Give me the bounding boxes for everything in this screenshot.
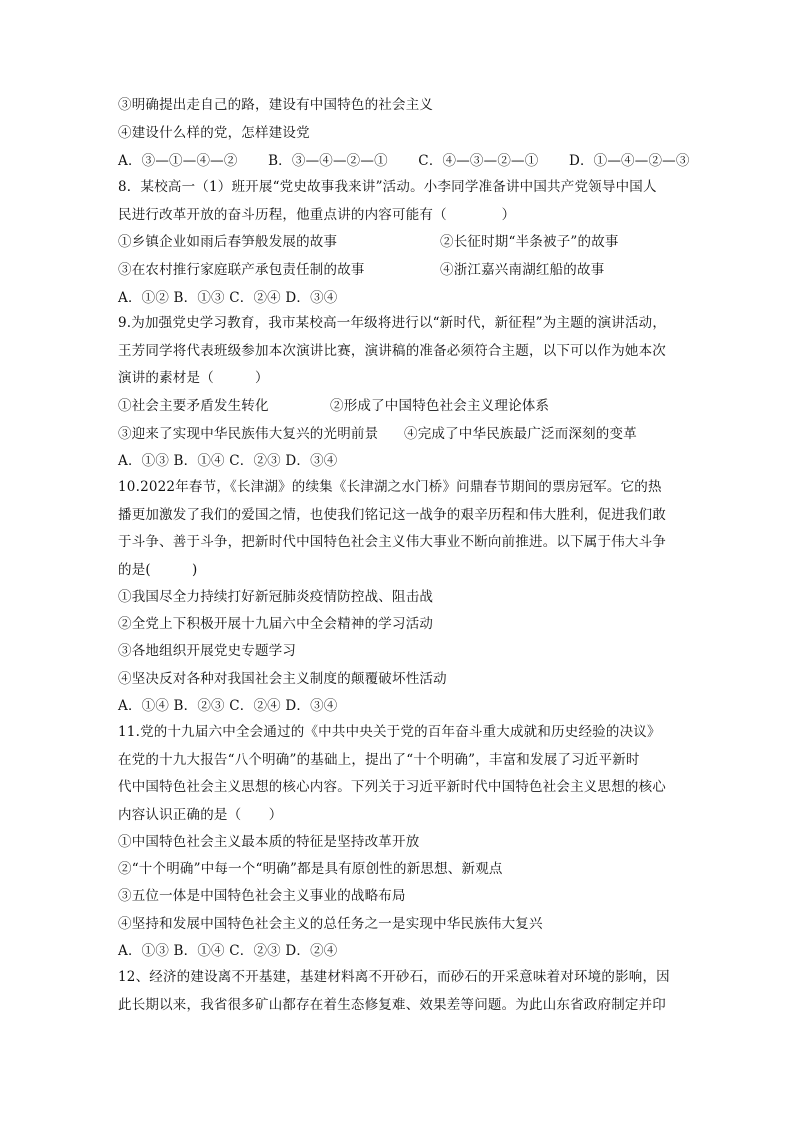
q9-item-4: ④完成了中华民族最广泛而深刻的变革 <box>404 426 637 442</box>
pre-choice-c: C．④—③—②—① <box>418 153 539 169</box>
q8-item-4: ④浙江嘉兴南湖红船的故事 <box>440 262 605 278</box>
q8-item-3: ③在农村推行家庭联产承包责任制的故事 <box>118 262 365 278</box>
pre-choice-d: D．①—④—②—③ <box>568 153 690 169</box>
q12-stem-line-2: 此长期以来，我省很多矿山都存在着生态修复难、效果差等问题。为此山东省政府制定并印 <box>118 997 666 1013</box>
q12-stem-line-1: 12、经济的建设离不开基建，基建材料离不开砂石，而砂石的开采意味着对环境的影响，因 <box>118 969 670 985</box>
q9-item-1: ①社会主要矛盾发生转化 <box>118 398 269 414</box>
q10-item-2: ②全党上下积极开展十九届六中全会精神的学习活动 <box>118 616 434 632</box>
pre-choice-a: A．③—①—④—② <box>118 153 238 169</box>
q10-stem-line-3: 于斗争、善于斗争，把新时代中国特色社会主义伟大事业不断向前推进。以下属于伟大斗争 <box>118 534 666 550</box>
q10-stem-line-1: 10.2022年春节，《长津湖》的续集《长津湖之水门桥》问鼎春节期间的票房冠军。它的热 <box>118 479 662 495</box>
q11-stem-line-2: 在党的十九大报告“八个明确”的基础上，提出了“十个明确”，丰富和发展了习近平新时 <box>118 752 640 768</box>
pre-item-3: ③明确提出走自己的路，建设有中国特色的社会主义 <box>118 97 434 113</box>
q9-stem-line-3: 演讲的素材是（ ） <box>118 370 269 386</box>
q11-stem-line-1: 11.党的十九届六中全会通过的《中共中央关于党的百年奋斗重大成就和历史经验的决议》 <box>118 724 661 740</box>
q10-stem-line-4: 的是( ) <box>118 562 198 578</box>
q11-item-1: ①中国特色社会主义最本质的特征是坚持改革开放 <box>118 834 420 850</box>
q9-stem-line-1: 9.为加强党史学习教育，我市某校高一年级将进行以“新时代，新征程”为主题的演讲活动， <box>118 315 667 331</box>
q11-choices: A．①③ B．①④ C．②③ D．②④ <box>118 943 338 959</box>
q9-item-3: ③迎来了实现中华民族伟大复兴的光明前景 <box>118 426 379 442</box>
q10-choices: A．①④ B．②③ C．②④ D．③④ <box>118 698 338 714</box>
q8-stem-line-2: 民进行改革开放的奋斗历程，他重点讲的内容可能有（ ） <box>118 207 516 223</box>
q8-item-1: ①乡镇企业如雨后春笋般发展的故事 <box>118 234 338 250</box>
q9-stem-line-2: 王芳同学将代表班级参加本次演讲比赛，演讲稿的准备必须符合主题，以下可以作为她本次 <box>118 343 666 359</box>
q11-stem-line-4: 内容认识正确的是（ ） <box>118 807 283 823</box>
q9-choices: A．①③ B．①④ C．②③ D．③④ <box>118 453 338 469</box>
pre-choice-b: B．③—④—②—① <box>268 153 388 169</box>
pre-item-4: ④建设什么样的党，怎样建设党 <box>118 125 310 141</box>
q11-item-2: ②“十个明确”中每一个“明确”都是具有原创性的新思想、新观点 <box>118 861 503 877</box>
q8-choices: A．①② B．①③ C．②④ D．③④ <box>118 290 338 306</box>
q10-stem-line-2: 播更加激发了我们的爱国之情，也使我们铭记这一战争的艰辛历程和伟大胜利，促进我们敢 <box>118 507 666 523</box>
q10-item-4: ④坚决反对各种对我国社会主义制度的颠覆破坏性活动 <box>118 671 447 687</box>
q11-item-4: ④坚持和发展中国特色社会主义的总任务之一是实现中华民族伟大复兴 <box>118 916 543 932</box>
q11-stem-line-3: 代中国特色社会主义思想的核心内容。下列关于习近平新时代中国特色社会主义思想的核心 <box>118 779 666 795</box>
q10-item-1: ①我国尽全力持续打好新冠肺炎疫情防控战、阻击战 <box>118 589 434 605</box>
q11-item-3: ③五位一体是中国特色社会主义事业的战略布局 <box>118 888 406 904</box>
q8-stem-line-1: 8．某校高一（1）班开展“党史故事我来讲”活动。小李同学准备讲中国共产党领导中国人 <box>118 179 657 195</box>
q9-item-2: ②形成了中国特色社会主义理论体系 <box>330 398 550 414</box>
q10-item-3: ③各地组织开展党史专题学习 <box>118 643 297 659</box>
pre-choices <box>118 152 690 170</box>
q8-item-2: ②长征时期“半条被子”的故事 <box>440 234 619 250</box>
